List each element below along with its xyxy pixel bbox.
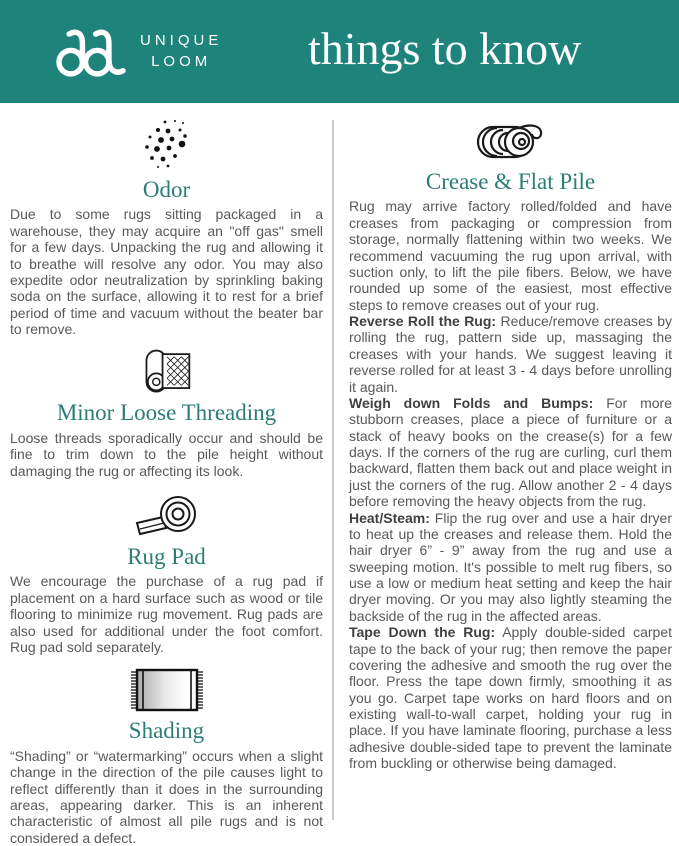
content-area	[0, 103, 679, 846]
section-odor	[10, 118, 323, 337]
tip-reverse-roll	[349, 313, 672, 395]
crease-intro-text: Rug may arrive factory rolled/folded and have creases from packaging or compression from storage, normally flattening within two weeks. We recommend vacuuming the rug upon arrival, with suction only, to lift the pile fibers. Below, we have rounded up some of the easiest, most effective steps to remove creases out of your rug.	[349, 198, 672, 313]
section-rug-pad	[10, 489, 323, 655]
left-column	[10, 118, 323, 846]
section-shading	[10, 665, 323, 846]
brand-name-line1: UNIQUE	[140, 32, 223, 50]
tip-body-tape-down: Apply double-sided carpet tape to the back of your rug; then remove the paper covering the adhesive and smooth the rug over the floor. Press the tape down firmly, smoothing it as you go. Carpet tape works on hard floors and on existing wall-to-wall carpet, holding your rug in place. If you have laminate flooring, purchase a less adhesive double-sided tape to prevent the laminate from buckling or otherwise being damaged.	[349, 624, 672, 772]
odor-dots-icon	[137, 118, 197, 174]
tip-heat-steam	[349, 510, 672, 625]
section-body-loose-threading: Loose threads sporadically occur and should be fine to trim down to the pile height without damaging the rug or affecting its look.	[10, 429, 323, 479]
right-column	[349, 118, 672, 824]
column-divider	[332, 120, 334, 820]
tip-label-heat-steam: Heat/Steam:	[349, 509, 430, 526]
tip-weigh-down	[349, 395, 672, 510]
tip-label-tape-down: Tape Down the Rug:	[349, 624, 496, 641]
section-body-odor: Due to some rugs sitting packaged in a warehouse, they may acquire an "off gas" smell for a few days. Unpacking the rug and allowing it to breathe will resolve any odor. You may also expedite odor neutralization by sprinkling baking soda on the surface, allowing it to rest for a brief period of time and vacuum without the beater bar to remove.	[10, 206, 323, 338]
section-crease-flat-pile	[349, 118, 672, 313]
section-heading-odor: Odor	[142, 177, 191, 202]
header-banner	[0, 0, 679, 103]
unique-loom-logo-icon	[52, 23, 130, 81]
brand-name	[140, 31, 222, 72]
section-heading-shading: Shading	[128, 718, 205, 744]
tip-body-weigh-down: For more stubborn creases, place a piece of furniture or a stack of heavy books on the crease(s) for a few days. If the corners of the rug are curling, curl them backward, flatten them back out and place weight in just the corners of the rug. Allow another 2 - 4 days before removing the heavy objects from the rug.	[349, 394, 672, 510]
tip-body-reverse-roll: Reduce/remove creases by rolling the rug, pattern side up, massaging the creases with your hands. We suggest leaving it reverse rolled for at least 3 - 4 days before unrolling it again.	[349, 313, 672, 395]
tip-tape-down	[349, 624, 672, 771]
page-title: things to know	[307, 23, 582, 74]
tip-label-weigh-down: Weigh down Folds and Bumps:	[349, 394, 594, 411]
section-body-rug-pad: We encourage the purchase of a rug pad if placement on a hard surface such as wood or tile flooring to minimize rug movement. Rug pads are also used for additional under the foot comfort. Rug pad sold separately.	[10, 573, 323, 655]
brand-logo	[52, 23, 222, 81]
section-body-shading: “Shading” or “watermarking” occurs when a slight change in the direction of the pile causes light to reflect differently than it does in the surrounding areas, appearing darker. This is an inherent characteristic of almost all pile rugs and is not considered a defect.	[10, 747, 323, 846]
section-heading-crease-flat-pile: Crease & Flat Pile	[425, 169, 596, 194]
rug-pad-roll-icon	[133, 489, 201, 541]
tip-label-reverse-roll: Reverse Roll the Rug:	[349, 313, 497, 330]
brand-name-line2: LOOM	[151, 52, 212, 70]
tip-body-heat-steam: Flip the rug over and use a hair dryer to heat up the creases and release them. Hold the hair dryer 6” - 9” away from the rug and use a sweeping motion. It's possible to melt rug fibers, so use a low or medium heat setting and keep the hair dryer moving. Or you may also lightly steaming the backside of the rug in the affected areas.	[349, 509, 672, 624]
section-loose-threading	[10, 347, 323, 479]
rolled-rug-swirl-icon	[473, 118, 549, 166]
section-heading-rug-pad: Rug Pad	[127, 544, 206, 569]
shaded-rug-icon	[128, 665, 206, 715]
section-heading-loose-threading: Minor Loose Threading	[56, 400, 277, 426]
rolled-rug-crosshatch-icon	[136, 347, 198, 397]
